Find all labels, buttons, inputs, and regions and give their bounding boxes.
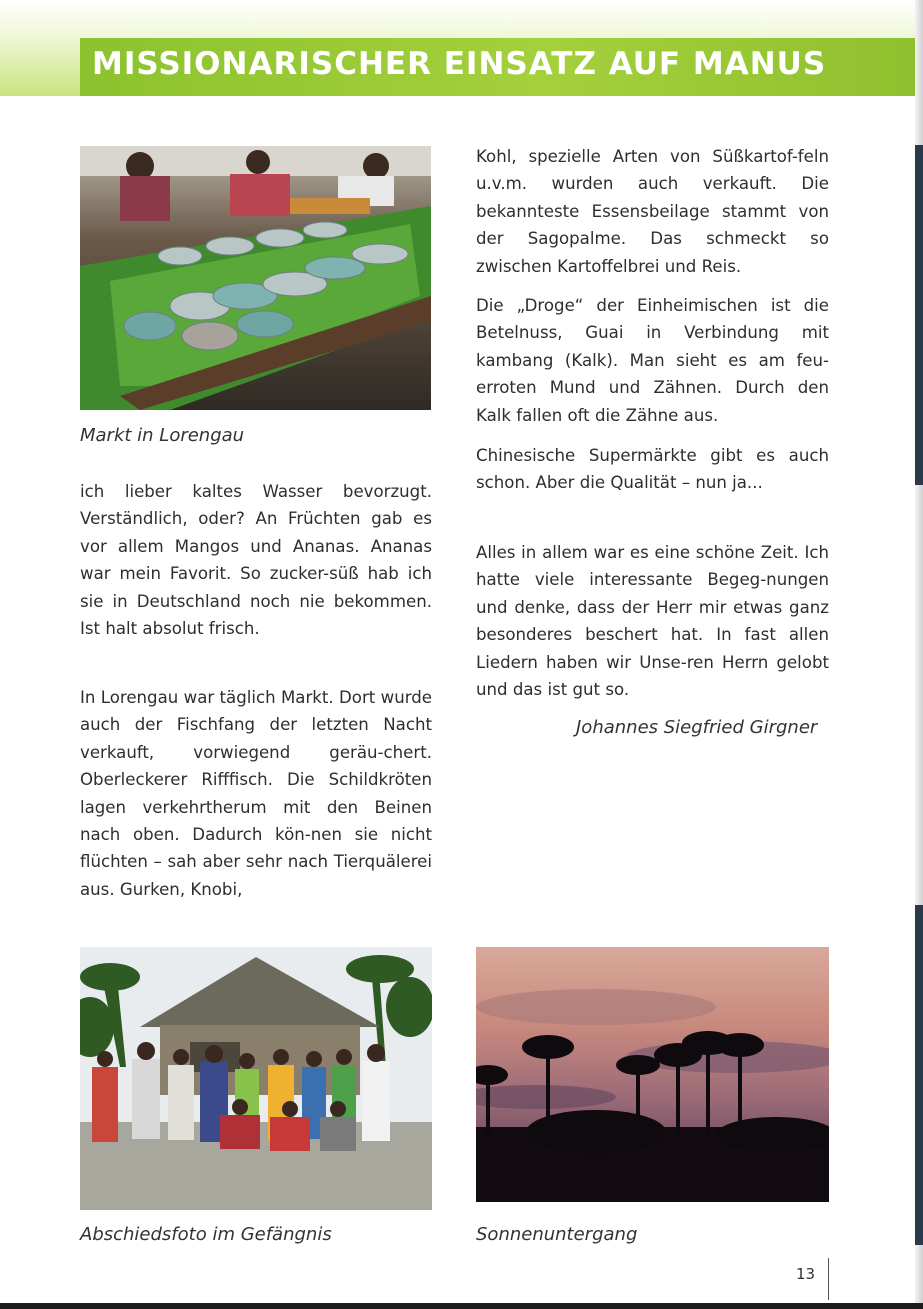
- market-photo-icon: [80, 146, 431, 410]
- market-photo-caption: Markt in Lorengau: [80, 425, 245, 446]
- page-title: MISSIONARISCHER EINSATZ AUF MANUS: [92, 46, 827, 82]
- left-paragraph-2: In Lorengau war täglich Markt. Dort wurde auch der Fischfang der letzten Nacht verkauft, vorwiegend geräu-chert. Oberleckerer Rifffisch. Die Schildkröten lagen verkehrtherum mit den Beinen nach oben. Dadurch kön-nen sie nicht flüchten – sah aber sehr nach Tierquälerei aus. Gurken, Knobi,: [80, 688, 432, 899]
- author-signature: Johannes Siegfried Girgner: [576, 717, 818, 738]
- right-paragraph-2: Die „Droge“ der Einheimischen ist die Betelnuss, Guai in Verbindung mit kambang (Kalk). Man sieht es am feu-erroten Mund und Zähnen. Durch den Kalk fallen oft die Zähne aus.: [476, 296, 829, 425]
- right-paragraph-1: Kohl, spezielle Arten von Süßkartof-feln u.v.m. wurden auch verkauft. Die bekannteste Essensbeilage stammt von der Sagopalme. Das schmeckt so zwischen Kartoffelbrei und Reis.: [476, 147, 829, 276]
- page-bottom-bar: [0, 1303, 923, 1309]
- farewell-photo: [80, 947, 432, 1210]
- group-photo-icon: [80, 947, 432, 1210]
- page-edge-strip-bottom: [915, 905, 923, 1245]
- right-paragraph-3: Chinesische Supermärkte gibt es auch schon. Aber die Qualität – nun ja...: [476, 446, 829, 493]
- page-edge-strip-top: [915, 145, 923, 485]
- sunset-photo-icon: [476, 947, 829, 1202]
- market-photo: [80, 146, 431, 410]
- sunset-photo-caption: Sonnenuntergang: [476, 1224, 638, 1245]
- left-paragraph-1: ich lieber kaltes Wasser bevorzugt. Verständlich, oder? An Früchten gab es vor allem Mangos und Ananas. Ananas war mein Favorit. So zucker-süß hab ich sie in Deutschland noch nie bekommen. Ist halt absolut frisch.: [80, 482, 432, 639]
- page-number: 13: [796, 1265, 816, 1283]
- farewell-photo-caption: Abschiedsfoto im Gefängnis: [80, 1224, 332, 1245]
- page-number-divider: [828, 1258, 829, 1300]
- right-paragraph-4: Alles in allem war es eine schöne Zeit. Ich hatte viele interessante Begeg-nungen und denke, dass der Herr mir etwas ganz besonderes beschert hat. In fast allen Liedern haben wir Unse-ren Herrn gelobt und das ist gut so.: [476, 543, 829, 700]
- sunset-photo: [476, 947, 829, 1202]
